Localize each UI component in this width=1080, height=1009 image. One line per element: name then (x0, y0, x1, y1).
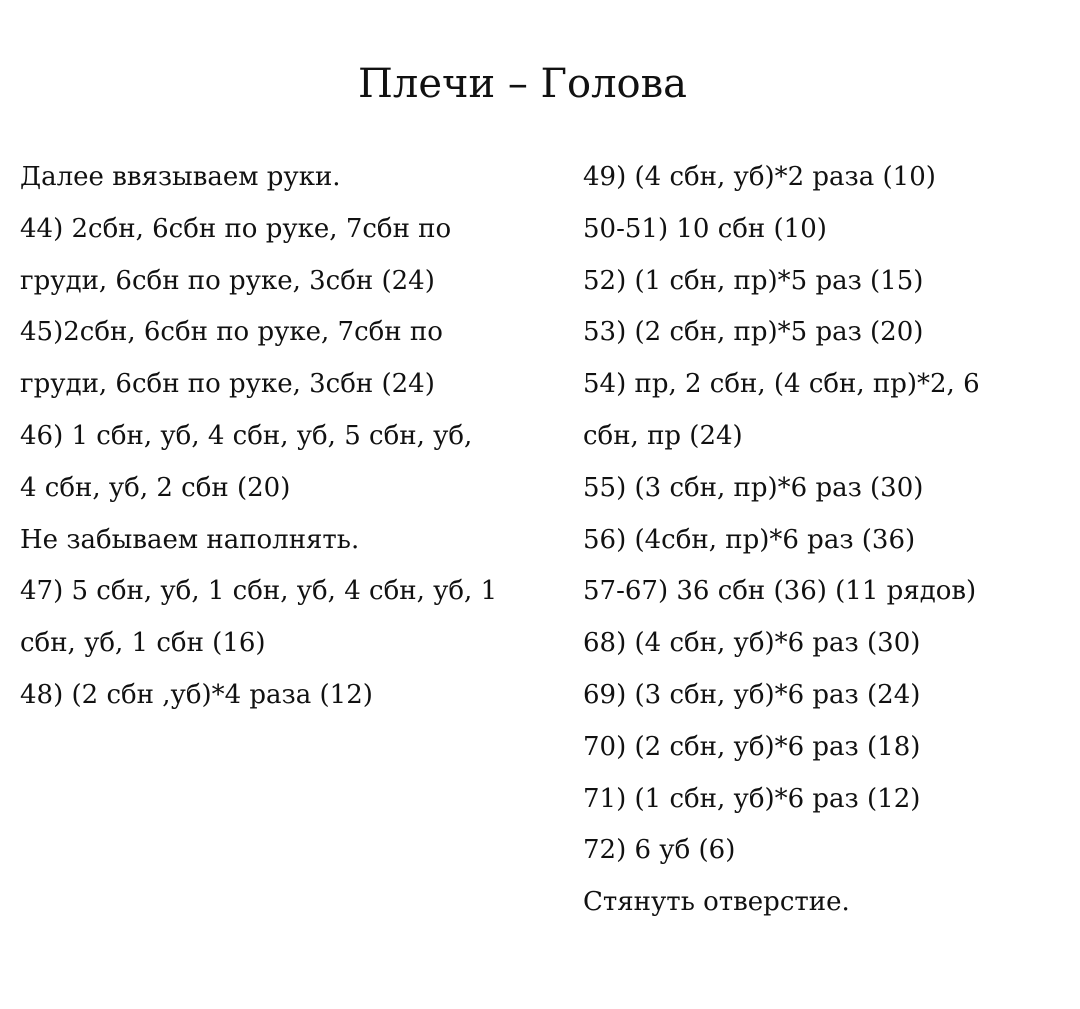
text-line: груди, 6сбн по руке, 3сбн (24) (20, 265, 435, 296)
text-line: 4 сбн, уб, 2 сбн (20) (20, 472, 291, 503)
text-line: 57-67) 36 сбн (36) (11 рядов) (583, 576, 977, 607)
left-column (20, 152, 565, 722)
text-line: 44) 2сбн, 6сбн по руке, 7сбн по (20, 213, 452, 244)
text-line: 54) пр, 2 сбн, (4 сбн, пр)*2, 6 (583, 369, 980, 400)
text-line: 46) 1 сбн, уб, 4 сбн, уб, 5 сбн, уб, (20, 420, 473, 451)
text-line: сбн, пр (24) (583, 420, 743, 451)
text-line: 52) (1 сбн, пр)*5 раз (15) (583, 265, 924, 296)
text-line: 69) (3 сбн, уб)*6 раз (24) (583, 679, 921, 710)
text-line: 48) (2 сбн ,уб)*4 раза (12) (20, 679, 373, 710)
text-line: Далее ввязываем руки. (20, 162, 341, 192)
text-line: 71) (1 сбн, уб)*6 раз (12) (583, 783, 921, 814)
text-line: 72) 6 уб (6) (583, 835, 736, 866)
text-line: Стянуть отверстие. (583, 887, 850, 918)
text-line: 47) 5 сбн, уб, 1 сбн, уб, 4 сбн, уб, 1 (20, 576, 498, 607)
text-line: 49) (4 сбн, уб)*2 раза (10) (583, 162, 936, 192)
text-line: 55) (3 сбн, пр)*6 раз (30) (583, 472, 924, 503)
text-line: 53) (2 сбн, пр)*5 раз (20) (583, 317, 924, 348)
text-line: 56) (4сбн, пр)*6 раз (36) (583, 524, 916, 555)
text-line: Не забываем наполнять. (20, 524, 360, 555)
page-title: Плечи – Голова (358, 61, 687, 107)
text-line: сбн, уб, 1 сбн (16) (20, 628, 266, 659)
right-column (583, 152, 1053, 929)
text-line: 70) (2 сбн, уб)*6 раз (18) (583, 731, 921, 762)
text-line: груди, 6сбн по руке, 3сбн (24) (20, 369, 435, 400)
text-line: 45)2сбн, 6сбн по руке, 7сбн по (20, 317, 443, 348)
text-line: 50-51) 10 сбн (10) (583, 213, 827, 244)
text-line: 68) (4 сбн, уб)*6 раз (30) (583, 628, 921, 659)
